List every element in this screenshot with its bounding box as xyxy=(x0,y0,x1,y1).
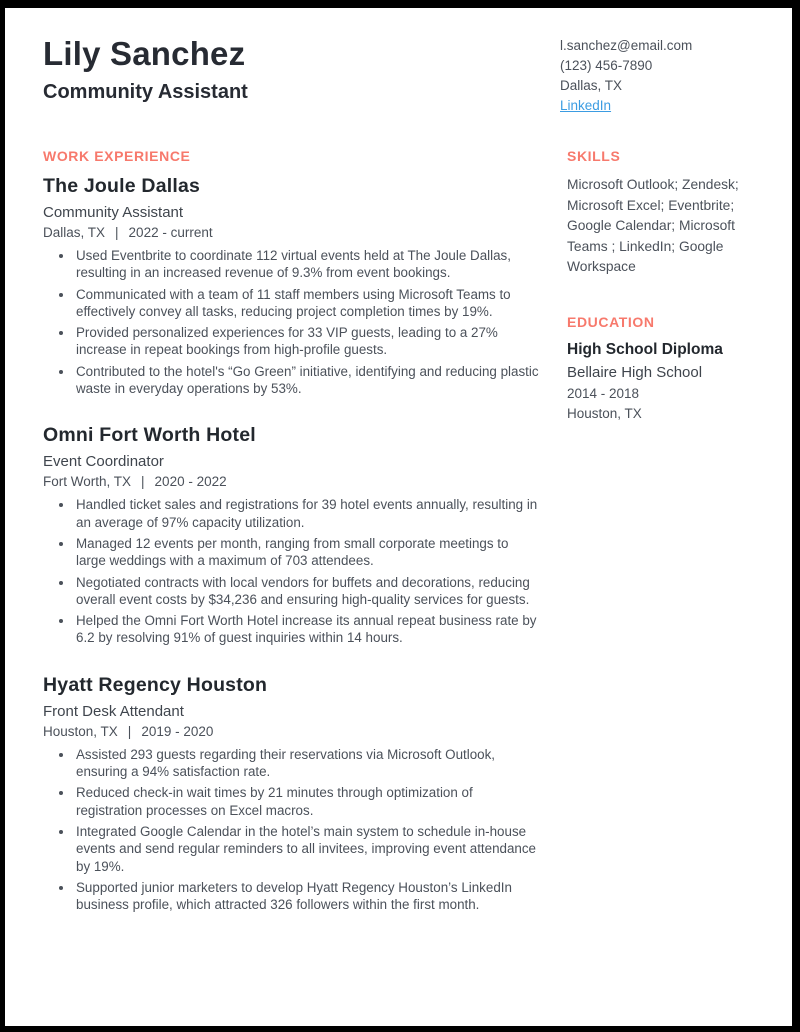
job-meta xyxy=(43,225,540,240)
education-dates: 2014 - 2018 xyxy=(567,385,640,401)
person-name: Lily Sanchez xyxy=(43,35,246,72)
job-bullet-list xyxy=(43,746,540,914)
job-company: Hyatt Regency Houston xyxy=(43,673,268,696)
education-heading: EDUCATION xyxy=(567,313,655,330)
education-location: Houston, TX xyxy=(567,405,642,421)
contact-location: Dallas, TX xyxy=(560,78,623,93)
job-bullet: • Supported junior marketers to develop Hyatt Regency Houston’s LinkedIn business profile, which attracted 326 followers within the first month. xyxy=(74,879,540,914)
job-role: Community Assistant xyxy=(43,204,184,221)
resume-header xyxy=(5,8,792,116)
job-bullet: • Used Eventbrite to coordinate 112 virtual events held at The Joule Dallas, resulting in an increased revenue of 9.3% from event bookings. xyxy=(74,247,540,282)
education-section xyxy=(567,314,767,421)
job-bullet: • Assisted 293 guests regarding their reservations via Microsoft Outlook, ensuring a 94% satisfaction rate. xyxy=(74,746,540,781)
contact-block xyxy=(560,34,760,116)
work-experience-section xyxy=(43,148,540,917)
job-bullet: • Negotiated contracts with local vendors for buffets and decorations, reducing overall event costs by $34,236 and ensuring high-quality services for guests. xyxy=(74,574,540,609)
job-role: Front Desk Attendant xyxy=(43,702,184,720)
sidebar-column xyxy=(567,148,767,917)
job-company: Omni Fort Worth Hotel xyxy=(43,424,256,447)
job-location: Fort Worth, TX xyxy=(43,474,132,490)
job-entry xyxy=(43,674,540,914)
resume-columns xyxy=(5,148,792,917)
job-bullet: • Helped the Omni Fort Worth Hotel increase its annual repeat business rate by 6.2 by resolving 91% of guest inquiries within 14 hours. xyxy=(74,612,540,647)
job-bullet: • Provided personalized experiences for 33 VIP guests, leading to a 27% increase in repeat bookings from high-profile guests. xyxy=(74,324,540,359)
job-entry xyxy=(43,175,540,397)
job-bullet: • Managed 12 events per month, ranging from small corporate meetings to large weddings with a maximum of 703 attendees. xyxy=(74,535,540,570)
job-location: Dallas, TX xyxy=(43,225,106,240)
meta-separator: | xyxy=(115,225,119,240)
work-experience-heading: WORK EXPERIENCE xyxy=(43,148,191,164)
meta-separator: | xyxy=(127,723,132,739)
education-degree: High School Diploma xyxy=(567,340,723,358)
education-school: Bellaire High School xyxy=(567,363,703,381)
person-title: Community Assistant xyxy=(43,80,248,103)
skills-section xyxy=(567,148,767,278)
contact-phone: (123) 456-7890 xyxy=(560,58,653,73)
job-bullet: • Handled ticket sales and registrations for 39 hotel events annually, resulting in an average of 97% capacity utilization. xyxy=(74,496,540,531)
job-location: Houston, TX xyxy=(43,723,118,739)
contact-email: l.sanchez@email.com xyxy=(560,38,693,53)
job-meta xyxy=(43,474,540,489)
job-bullet-list xyxy=(43,247,540,397)
job-role: Event Coordinator xyxy=(43,453,164,471)
job-bullet: • Contributed to the hotel's “Go Green” initiative, identifying and reducing plastic waste in everyday operations by 53%. xyxy=(74,363,540,398)
job-company: The Joule Dallas xyxy=(43,175,201,197)
resume-page xyxy=(5,8,792,1026)
job-dates: 2022 - current xyxy=(128,225,213,240)
skills-text: Microsoft Outlook; Zendesk; Microsoft Excel; Eventbrite; Google Calendar; Microsoft Teams ; LinkedIn; Google Workspace xyxy=(567,177,739,274)
job-bullet: • Communicated with a team of 11 staff members using Microsoft Teams to effectively convey all tasks, reducing project completion times by 19%. xyxy=(74,286,540,321)
job-dates: 2020 - 2022 xyxy=(154,474,227,490)
identity-block xyxy=(43,34,248,116)
job-bullet-list xyxy=(43,496,540,646)
job-meta xyxy=(43,724,540,739)
job-dates: 2019 - 2020 xyxy=(141,723,214,739)
skills-heading: SKILLS xyxy=(567,148,621,164)
meta-separator: | xyxy=(141,474,145,490)
job-bullet: • Reduced check-in wait times by 21 minutes through optimization of registration processes on Excel macros. xyxy=(74,784,540,819)
job-entry xyxy=(43,424,540,646)
linkedin-link[interactable]: LinkedIn xyxy=(560,98,612,113)
job-bullet: • Integrated Google Calendar in the hotel’s main system to schedule in-house events and send regular reminders to all invitees, improving event attendance by 19%. xyxy=(74,823,540,875)
